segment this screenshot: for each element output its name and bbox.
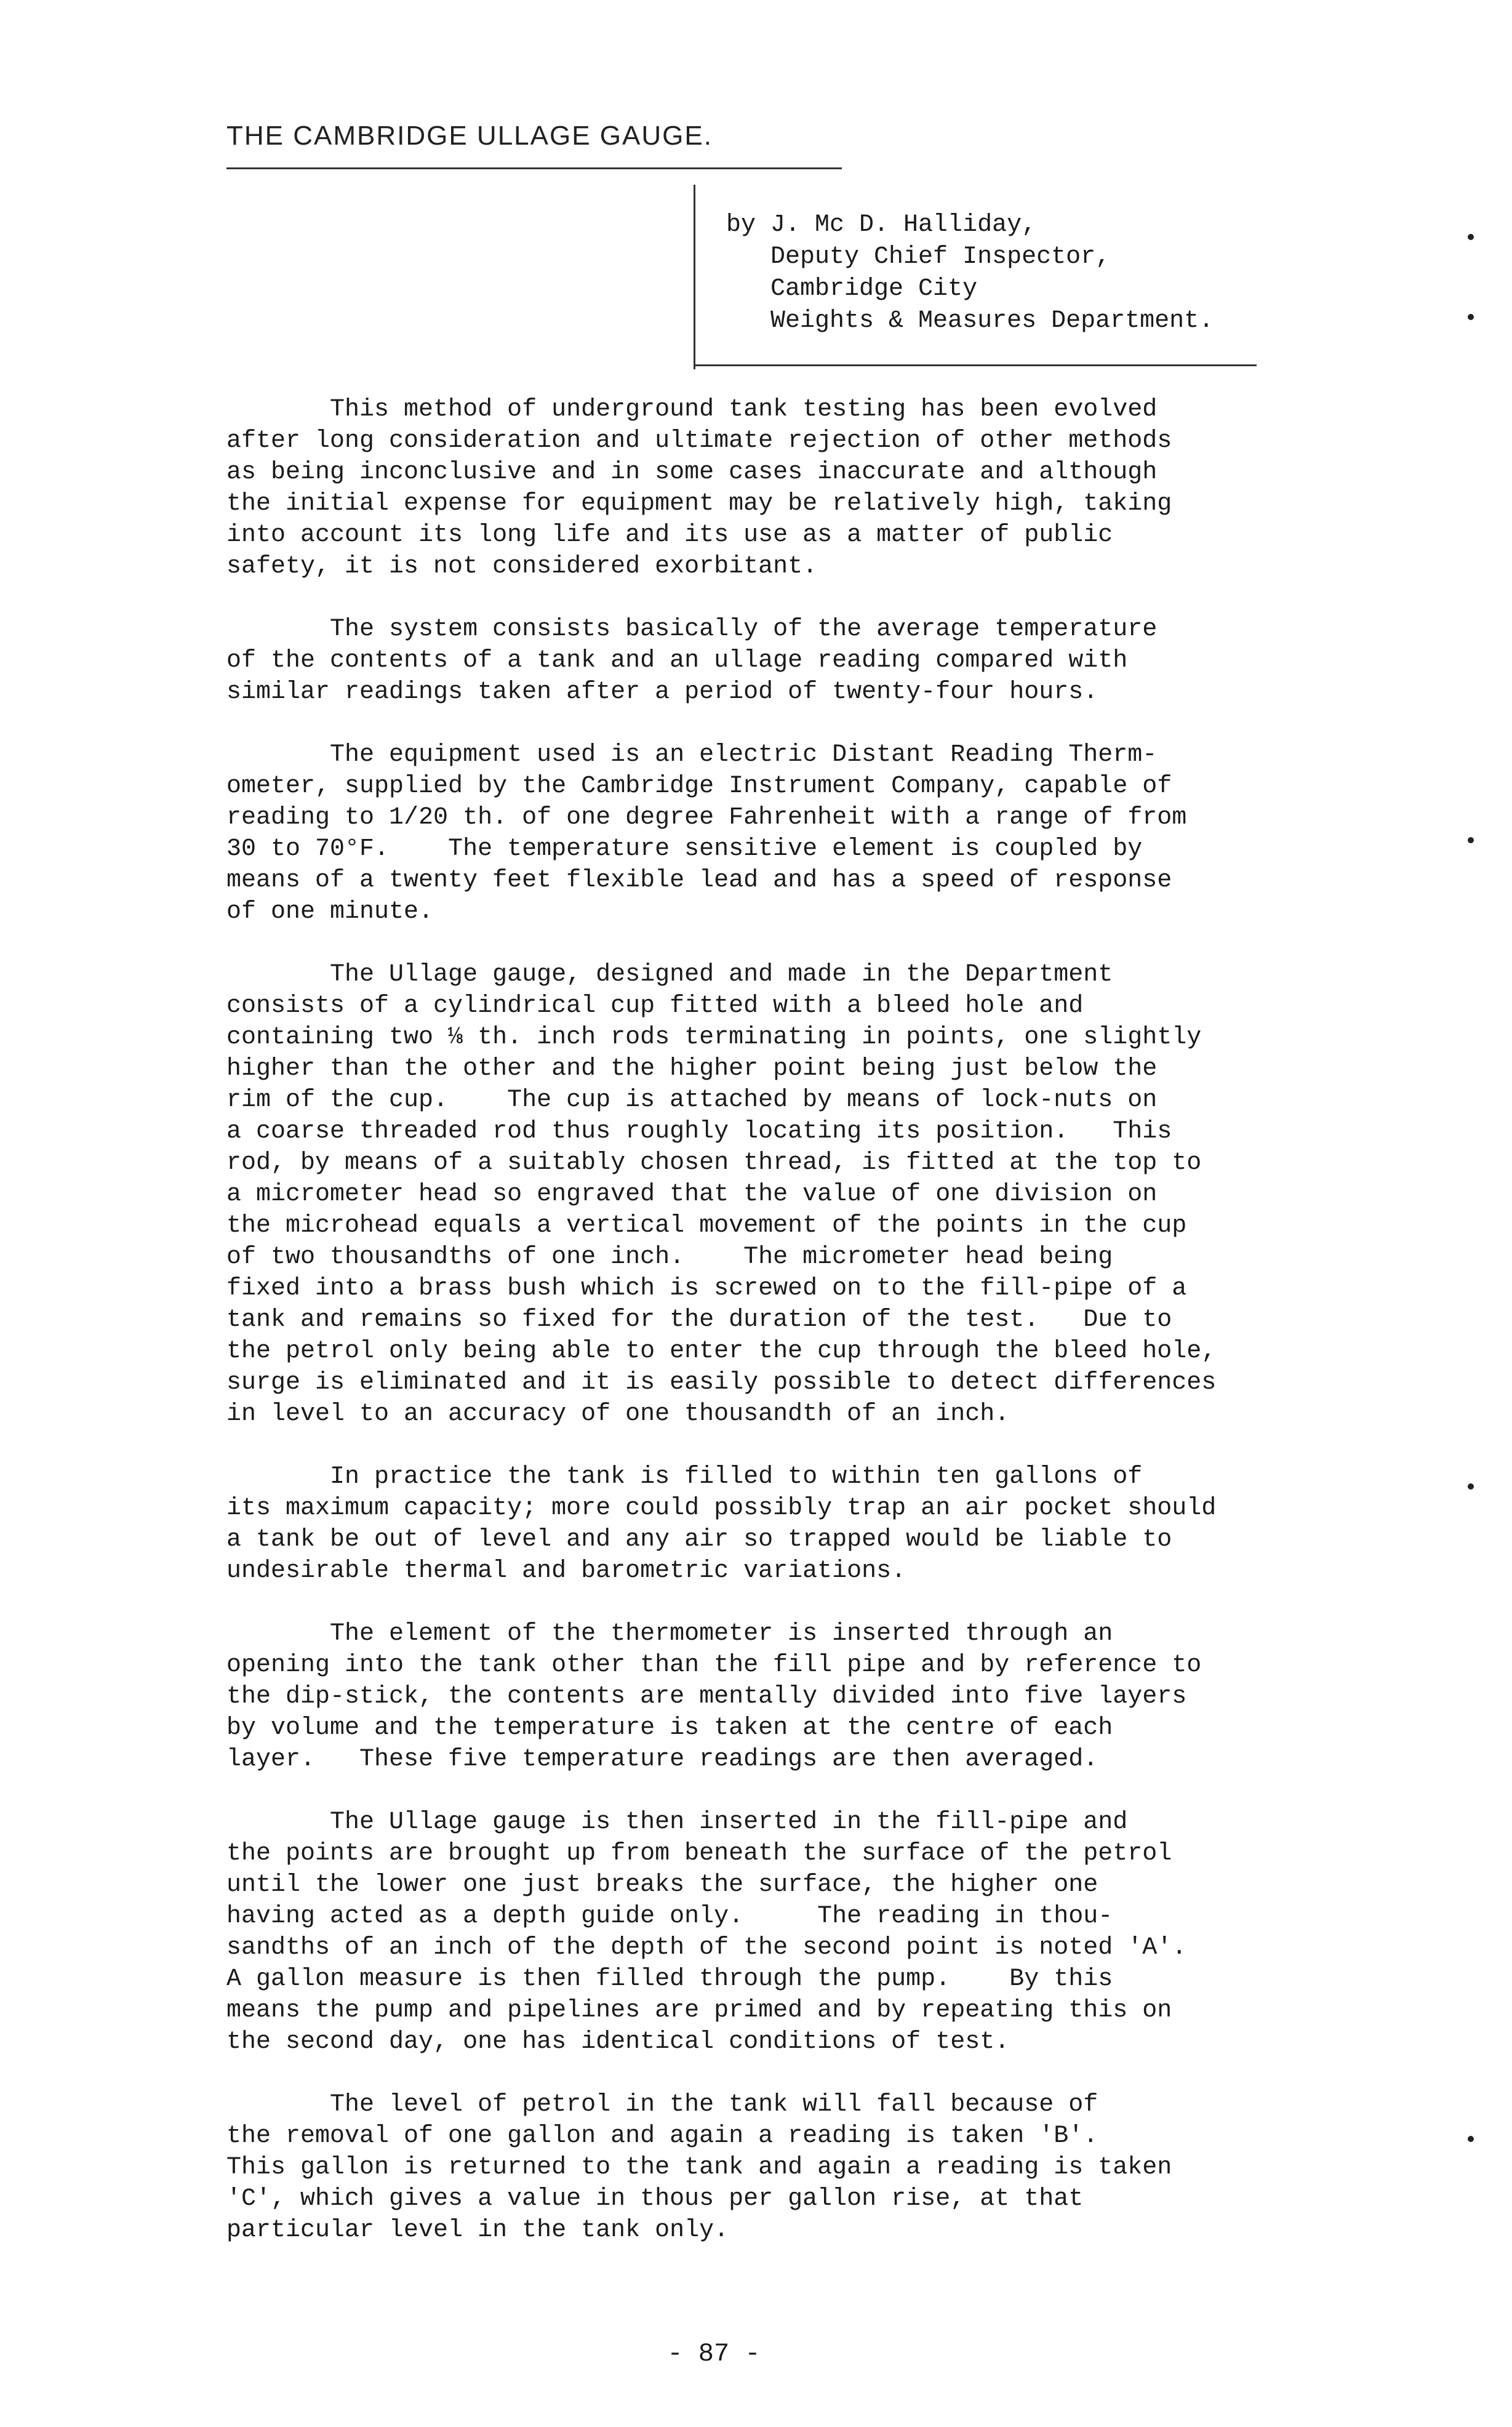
page-number: - 87 - [667,2339,761,2369]
margin-mark [1468,2136,1474,2142]
document-title: THE CAMBRIDGE ULLAGE GAUGE. [226,121,713,151]
margin-mark [1468,314,1474,320]
body-text [226,394,1310,2277]
margin-mark [1468,234,1474,240]
paragraph: The Ullage gauge, designed and made in the Department consists of a cylindrical cup fitted with a bleed hole and containing two ⅛ th. inch rods terminating in points, one slightly higher than the other and the higher point being just below the rim of the cup. The cup is attached by means of lock-nuts on a coarse threaded rod thus roughly locating its position. This rod, by means of a suitably chosen thread, is fitted at the top to a micrometer head so engraved that the value of one division on the microhead equals a vertical movement of the points in the cup of two thousandths of one inch. The micrometer head being fixed into a brass bush which is screwed on to the fill-pipe of a tank and remains so fixed for the duration of the test. Due to the petrol only being able to enter the cup through the bleed hole, surge is eliminated and it is easily possible to detect differences in level to an accuracy of one thousandth of an inch. [226,961,1217,1428]
paragraph: In practice the tank is filled to within ten gallons of its maximum capacity; more could possibly trap an air pocket should a tank be out of level and any air so trapped would be liable to undesirable thermal and barometric variations. [226,1463,1217,1585]
margin-mark [1468,1483,1474,1490]
paragraph: The level of petrol in the tank will fall because of the removal of one gallon and again a reading is taken 'B'. This gallon is returned to the tank and again a reading is taken 'C', which gives a value in thous per gallon rise, at that particular level in the tank only. [226,2091,1172,2244]
paragraph: The Ullage gauge is then inserted in the fill-pipe and the points are brought up from beneath the surface of the petrol until the lower one just breaks the surface, the higher one having acted as a depth guide only. The reading in thou- sandths of an inch of the depth of the second point is noted 'A'. A gallon measure is then filled through the pump. By this means the pump and pipelines are primed and by repeating this on the second day, one has identical conditions of test. [226,1808,1187,2056]
title-underline [226,167,842,169]
paragraph: The equipment used is an electric Distant Reading Therm- ometer, supplied by the Cambridge Instrument Company, capable of reading to 1/20 th. of one degree Fahrenheit with a range of from 30 to 70°F. The temperature sensitive element is coupled by means of a twenty feet flexible lead and has a speed of response of one minute. [226,741,1187,926]
paragraph: The system consists basically of the average temperature of the contents of a tank and an ullage reading compared with similar readings taken after a period of twenty-four hours. [226,616,1158,706]
byline-divider [694,185,695,369]
margin-mark [1468,837,1474,843]
paragraph: The element of the thermometer is inserted through an opening into the tank other than the fill pipe and by reference to the dip-stick, the contents are mentally divided into five layers by volume and the temperature is taken at the centre of each layer. These five temperature readings are then averaged. [226,1620,1202,1773]
paragraph: This method of underground tank testing has been evolved after long consideration and ultimate rejection of other methods as being inconclusive and in some cases inaccurate and although the initial expense for equipment may be relatively high, taking into account its long life and its use as a matter of public safety, it is not considered exorbitant. [226,396,1172,580]
author-byline: by J. Mc D. Halliday, Deputy Chief Inspector, Cambridge City Weights & Measures Department. [726,211,1214,335]
byline-underline [694,364,1257,366]
